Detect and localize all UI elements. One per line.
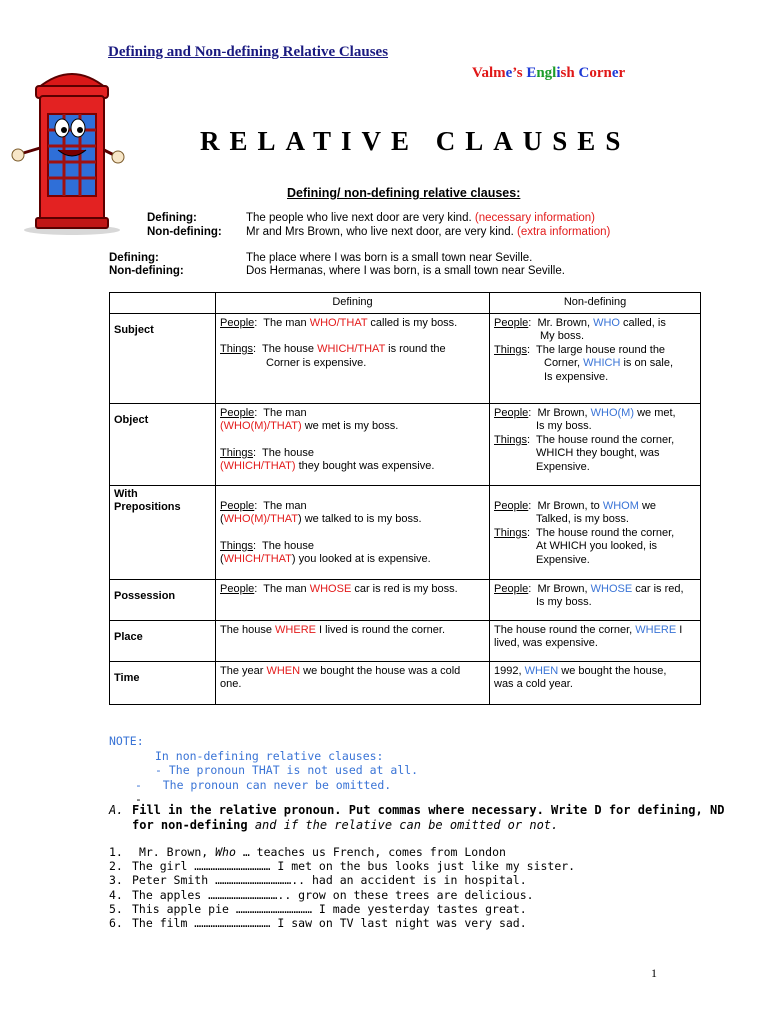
cell-text: they bought was expensive. bbox=[295, 460, 435, 472]
cell-text: The large house round the bbox=[536, 343, 666, 356]
row-label-line: With bbox=[114, 487, 138, 500]
cell-line bbox=[220, 420, 485, 434]
cell-line bbox=[220, 513, 485, 527]
cell-text: called is my boss. bbox=[367, 316, 458, 329]
cell-text: The house bbox=[262, 446, 314, 459]
example-sentence: The people who live next door are very kind. bbox=[246, 212, 472, 224]
cell-text: called, is bbox=[619, 316, 666, 329]
table-row bbox=[110, 485, 701, 579]
cell-text: ( bbox=[220, 553, 224, 565]
table-header-row bbox=[110, 293, 701, 314]
list-item bbox=[109, 888, 575, 902]
cell-text: People bbox=[494, 499, 529, 512]
cell-text: People bbox=[220, 499, 255, 512]
note-bullet: - bbox=[135, 777, 142, 792]
relative-pronoun: WHOSE bbox=[590, 582, 633, 595]
table-row bbox=[110, 620, 701, 661]
list-item bbox=[109, 873, 575, 887]
list-item bbox=[109, 845, 575, 859]
cell-text: The man bbox=[263, 499, 307, 512]
example-label: Defining: bbox=[109, 252, 159, 264]
page-title: RELATIVE CLAUSES bbox=[200, 126, 631, 156]
cell-text: People bbox=[494, 406, 529, 419]
cell-text: The man bbox=[263, 582, 310, 595]
relative-pronoun: WHO(M) bbox=[590, 406, 635, 419]
example-text bbox=[246, 226, 610, 238]
cell-line bbox=[220, 343, 485, 357]
cell-line bbox=[494, 665, 696, 679]
non-defining-cell bbox=[490, 579, 701, 620]
cell-text: The house bbox=[262, 343, 318, 355]
cell-line bbox=[494, 357, 696, 371]
exercise-letter: A. bbox=[109, 803, 124, 817]
list-item bbox=[109, 859, 575, 873]
cell-line: Corner is expensive. bbox=[266, 356, 367, 369]
example-note: (extra information) bbox=[517, 226, 611, 238]
item-number: 6. bbox=[109, 916, 123, 931]
table-header: Non-defining bbox=[490, 293, 701, 314]
row-label: Object bbox=[110, 403, 216, 485]
relative-pronoun: WHICH/THAT bbox=[317, 343, 386, 355]
cell-text: car is red, bbox=[632, 582, 684, 595]
cell-line: Talked, is my boss. bbox=[536, 513, 629, 525]
item-number: 4. bbox=[109, 887, 123, 902]
non-defining-cell bbox=[490, 403, 701, 485]
cell-line: lived, was expensive. bbox=[494, 637, 598, 649]
cell-text: : bbox=[253, 539, 257, 552]
row-label: Place bbox=[110, 620, 216, 661]
item-number: 3. bbox=[109, 873, 123, 888]
brand-part: E bbox=[526, 65, 537, 81]
cell-text: is on sale, bbox=[620, 357, 674, 369]
cell-text: Things bbox=[494, 433, 528, 446]
cell-text: Things bbox=[220, 343, 254, 355]
relative-pronoun: WHICH/THAT bbox=[223, 553, 292, 565]
note-line bbox=[109, 778, 418, 793]
cell-text: : bbox=[527, 433, 531, 446]
item-text: The film …………………………… I saw on TV last night was very sad. bbox=[132, 916, 527, 931]
non-defining-cell bbox=[490, 313, 701, 403]
cell-text: : bbox=[253, 343, 257, 355]
item-answer: Who bbox=[215, 845, 236, 859]
instruction-line bbox=[109, 803, 725, 818]
table-row bbox=[110, 661, 701, 704]
relative-pronoun: WHEN bbox=[266, 664, 301, 677]
list-item bbox=[109, 916, 575, 930]
instruction-bold: for non-defining bbox=[132, 818, 248, 832]
example-note: (necessary information) bbox=[474, 212, 596, 224]
cell-text: is round the bbox=[385, 343, 446, 355]
row-label-line: Prepositions bbox=[114, 501, 181, 513]
item-number: 2. bbox=[109, 859, 123, 874]
defining-cell bbox=[216, 485, 490, 579]
cell-line bbox=[220, 407, 485, 421]
instruction-bold: Fill in the relative pronoun. Put commas where necessary. Write D for defining, ND bbox=[132, 803, 725, 817]
example-text bbox=[246, 212, 595, 224]
cell-text: : bbox=[253, 446, 257, 459]
cell-text: The house round the corner, bbox=[494, 623, 636, 636]
phone-booth-mascot-icon bbox=[6, 58, 134, 238]
cell-text: Mr Brown, bbox=[537, 406, 591, 419]
cell-text: : bbox=[254, 582, 258, 595]
item-text: Mr. Brown, bbox=[138, 845, 216, 859]
note-line: In non-defining relative clauses: bbox=[155, 748, 384, 763]
note-block bbox=[109, 734, 418, 807]
brand-part: Valm bbox=[472, 65, 506, 81]
instruction-italic: and if the relative can be omitted or not. bbox=[247, 818, 559, 832]
cell-text: The man bbox=[263, 316, 310, 329]
note-line: - bbox=[135, 792, 142, 806]
defining-cell bbox=[216, 579, 490, 620]
cell-text: : bbox=[528, 406, 532, 419]
relative-pronoun: WHERE bbox=[635, 623, 677, 636]
relative-pronoun: WHEN bbox=[524, 664, 559, 677]
cell-line: one. bbox=[220, 678, 242, 690]
cell-text: : bbox=[528, 582, 532, 595]
cell-text: The house bbox=[262, 539, 314, 552]
brand-part: sh bbox=[560, 65, 579, 81]
cell-line: Expensive. bbox=[536, 553, 590, 566]
row-label: Time bbox=[110, 661, 216, 704]
cell-line bbox=[494, 344, 696, 358]
cell-line bbox=[220, 540, 485, 554]
cell-text: Things bbox=[220, 539, 254, 552]
relative-pronoun: (WHICH/THAT) bbox=[220, 460, 296, 472]
cell-line bbox=[220, 447, 485, 461]
cell-text: I lived is round the corner. bbox=[316, 623, 446, 636]
relative-pronoun: WHOM bbox=[602, 499, 639, 512]
item-number: 1. bbox=[109, 845, 123, 859]
cell-text: The man bbox=[263, 406, 307, 419]
cell-text: People bbox=[494, 582, 529, 595]
relative-pronoun: WHO bbox=[593, 316, 620, 329]
table-header bbox=[110, 293, 216, 314]
page-number: 1 bbox=[651, 966, 657, 980]
cell-text: 1992, bbox=[494, 664, 525, 677]
brand-part: i bbox=[556, 65, 561, 81]
example-label: Non-defining: bbox=[109, 265, 184, 277]
relative-pronoun: (WHO(M)/THAT) bbox=[220, 420, 302, 432]
row-label: Possession bbox=[110, 579, 216, 620]
cell-line: Is expensive. bbox=[544, 370, 609, 383]
cell-text: we bought the house was a cold bbox=[300, 664, 461, 677]
cell-text: : bbox=[254, 406, 258, 419]
table-row bbox=[110, 579, 701, 620]
row-label: Subject bbox=[110, 313, 216, 403]
cell-line bbox=[220, 583, 485, 597]
cell-text: car is red is my boss. bbox=[351, 582, 458, 595]
brand-part: e bbox=[505, 65, 513, 81]
brand-part: ngl bbox=[536, 65, 557, 81]
cell-text: we met is my boss. bbox=[301, 420, 399, 432]
cell-text: Things bbox=[220, 446, 254, 459]
defining-cell bbox=[216, 620, 490, 661]
brand-part: orn bbox=[589, 65, 612, 81]
cell-text: ) you looked at is expensive. bbox=[291, 553, 431, 565]
note-text: The pronoun can never be omitted. bbox=[162, 777, 392, 792]
cell-text: The house bbox=[220, 623, 276, 636]
cell-text: People bbox=[220, 406, 255, 419]
cell-line: Is my boss. bbox=[536, 420, 592, 432]
brand-title bbox=[472, 65, 625, 82]
non-defining-cell bbox=[490, 620, 701, 661]
brand-part: ’s bbox=[512, 65, 527, 81]
cell-text: Corner, bbox=[544, 357, 584, 369]
item-number: 5. bbox=[109, 901, 123, 916]
instruction-line bbox=[109, 818, 709, 833]
example-sentence: Mr and Mrs Brown, who live next door, are very kind. bbox=[246, 226, 514, 238]
table-row bbox=[110, 313, 701, 403]
cell-text: : bbox=[254, 499, 258, 512]
table-row bbox=[110, 403, 701, 485]
cell-text: People bbox=[494, 316, 529, 329]
item-text: The apples ………………………….. grow on these trees are delicious. bbox=[132, 887, 534, 902]
cell-text: : bbox=[528, 316, 532, 329]
cell-text: : bbox=[254, 316, 258, 329]
example-sentence: The place where I was born is a small town near Seville. bbox=[246, 252, 533, 264]
cell-line bbox=[220, 553, 485, 567]
cell-line: Expensive. bbox=[536, 460, 590, 473]
cell-text: Things bbox=[494, 343, 528, 356]
list-item bbox=[109, 902, 575, 916]
cell-text: : bbox=[528, 499, 532, 512]
cell-line: Is my boss. bbox=[536, 596, 592, 608]
non-defining-cell bbox=[490, 661, 701, 704]
cell-line: was a cold year. bbox=[494, 678, 573, 690]
cell-text: People bbox=[220, 582, 255, 595]
cell-line bbox=[494, 527, 696, 541]
defining-cell bbox=[216, 661, 490, 704]
defining-cell bbox=[216, 403, 490, 485]
cell-text: Mr. Brown, bbox=[537, 316, 594, 329]
cell-line: My boss. bbox=[540, 330, 585, 342]
cell-text: : bbox=[527, 343, 531, 356]
cell-line: WHICH they bought, was bbox=[536, 447, 660, 459]
non-defining-cell bbox=[490, 485, 701, 579]
section-heading: Defining/ non-defining relative clauses: bbox=[287, 186, 521, 200]
exercise-list bbox=[109, 845, 575, 930]
cell-line bbox=[220, 317, 485, 331]
example-sentence: Dos Hermanas, where I was born, is a small town near Seville. bbox=[246, 265, 565, 277]
cell-text: The year bbox=[220, 664, 267, 677]
relative-clauses-table bbox=[109, 292, 701, 705]
cell-text: : bbox=[527, 526, 531, 539]
brand-part: e bbox=[611, 65, 619, 81]
cell-text: Mr Brown, to bbox=[537, 499, 603, 512]
relative-pronoun: WHERE bbox=[275, 623, 316, 636]
cell-text: People bbox=[220, 316, 255, 329]
cell-text: ) we talked to is my boss. bbox=[298, 513, 422, 525]
cell-text: ( bbox=[220, 513, 224, 525]
cell-text: The house round the corner, bbox=[536, 526, 675, 539]
document-title: Defining and Non-defining Relative Clauses bbox=[108, 44, 389, 60]
cell-text: we bbox=[638, 499, 657, 512]
cell-line bbox=[494, 407, 696, 421]
example-label: Defining: bbox=[147, 212, 197, 224]
relative-pronoun: WHICH bbox=[583, 357, 621, 369]
table-header: Defining bbox=[216, 293, 490, 314]
cell-line bbox=[220, 460, 485, 474]
relative-pronoun: WHO(M)/THAT bbox=[223, 513, 299, 525]
item-text: Peter Smith …………………………….. had an accident is in hospital. bbox=[132, 873, 527, 888]
defining-cell bbox=[216, 313, 490, 403]
relative-pronoun: WHO/THAT bbox=[309, 316, 368, 329]
cell-text: we met, bbox=[634, 406, 676, 419]
note-title: NOTE: bbox=[109, 734, 144, 748]
cell-line bbox=[220, 624, 485, 638]
exercise-instructions bbox=[109, 803, 725, 833]
cell-line bbox=[494, 624, 696, 638]
item-text: The girl …………………………… I met on the bus looks just like my sister. bbox=[132, 859, 576, 874]
cell-line bbox=[494, 434, 696, 448]
cell-line bbox=[494, 317, 696, 331]
cell-line bbox=[220, 665, 485, 679]
item-text: This apple pie …………………………… I made yesterday tastes great. bbox=[132, 901, 527, 916]
cell-text: Things bbox=[494, 526, 528, 539]
relative-pronoun: WHOSE bbox=[309, 582, 352, 595]
cell-text: The house round the corner, bbox=[536, 433, 675, 446]
example-label: Non-defining: bbox=[147, 226, 222, 238]
brand-part: C bbox=[578, 65, 590, 81]
cell-line bbox=[220, 500, 485, 514]
item-text: … teaches us French, comes from London bbox=[235, 845, 506, 859]
note-line: - The pronoun THAT is not used at all. bbox=[155, 763, 419, 777]
cell-text: Mr Brown, bbox=[537, 582, 591, 595]
cell-line: At WHICH you looked, is bbox=[536, 540, 658, 552]
brand-part: r bbox=[618, 65, 626, 81]
cell-text: we bought the house, bbox=[558, 664, 667, 677]
cell-text: I bbox=[676, 623, 683, 636]
row-label bbox=[110, 485, 216, 579]
cell-line bbox=[494, 583, 696, 597]
cell-line bbox=[494, 500, 696, 514]
